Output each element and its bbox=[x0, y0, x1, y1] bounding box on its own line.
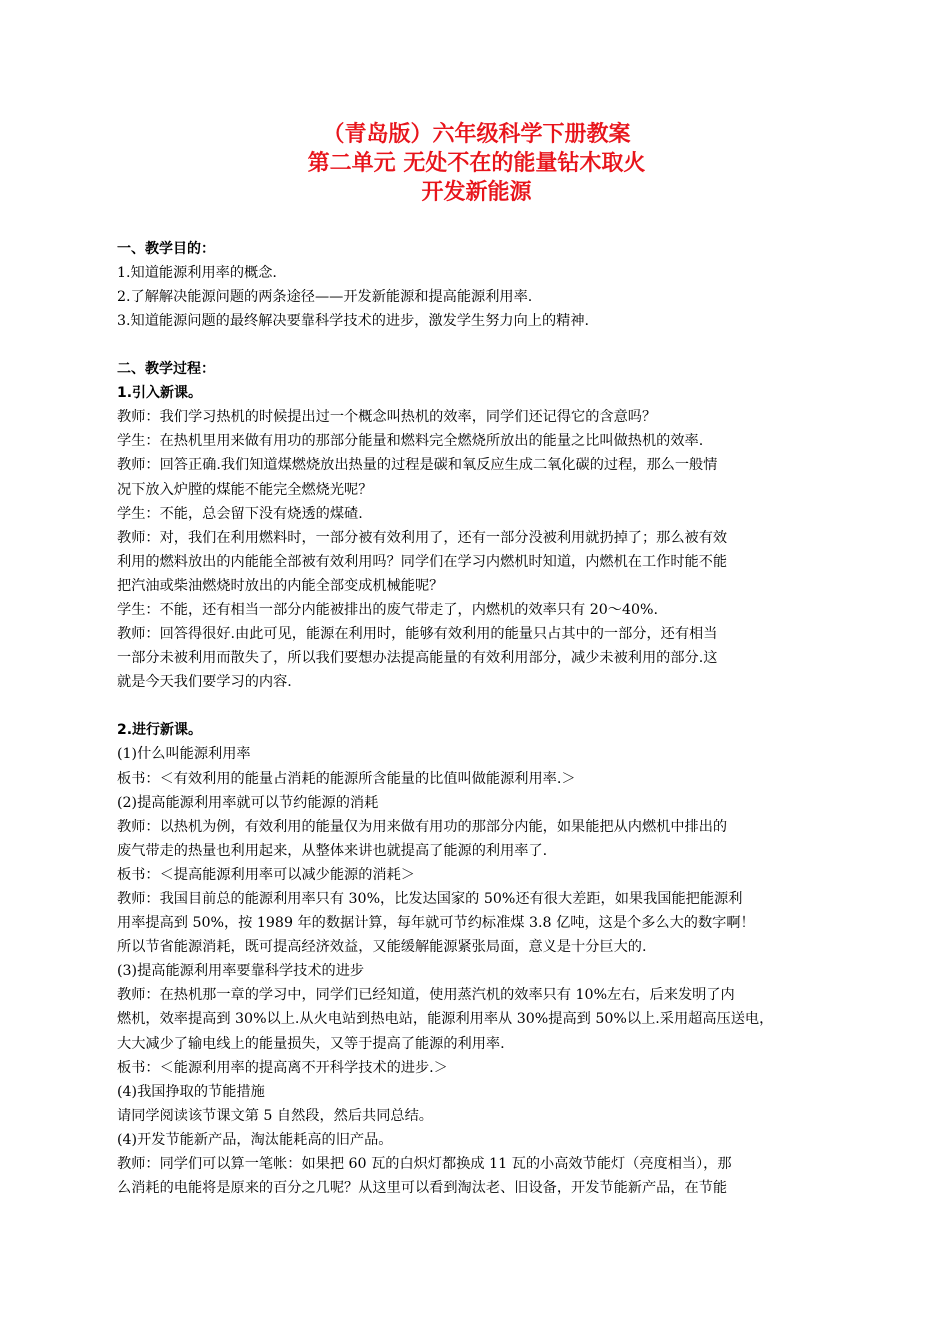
paragraph-line: 1.知道能源利用率的概念. bbox=[117, 265, 277, 281]
paragraph-line: 请同学阅读该节课文第 5 自然段，然后共同总结。 bbox=[117, 1107, 433, 1124]
paragraph-line: 学生：在热机里用来做有用功的那部分能量和燃料完全燃烧所放出的能量之比叫做热机的效率. bbox=[117, 433, 704, 450]
paragraph-line: 一部分未被利用而散失了，所以我们要想办法提高能量的有效利用部分，减少未被利用的部分.这 bbox=[117, 650, 718, 667]
paragraph-line: 板书：＜提高能源利用率可以减少能源的消耗＞ bbox=[117, 866, 415, 883]
title-line-2: 第二单元 无处不在的能量钻木取火 bbox=[307, 151, 646, 176]
paragraph-line: 就是今天我们要学习的内容. bbox=[117, 674, 292, 691]
paragraph-line: 燃机，效率提高到 30%以上.从火电站到热电站，能源利用率从 30%提高到 50%以上.采用超高压送电， bbox=[117, 1011, 774, 1028]
paragraph-line: 教师：以热机为例，有效利用的能量仅为用来做有用功的那部分内能，如果能把从内燃机中排出的 bbox=[117, 818, 728, 835]
paragraph-line: 教师：我国目前总的能源利用率只有 30%，比发达国家的 50%还有很大差距，如果我国能把能源利 bbox=[117, 890, 743, 907]
paragraph-line: 教师：回答得很好.由此可见，能源在利用时，能够有效利用的能量只占其中的一部分，还有相当 bbox=[117, 626, 718, 643]
section-objectives bbox=[117, 237, 836, 333]
document-title bbox=[117, 120, 836, 207]
paragraph-line: (3)提高能源利用率要靠科学技术的进步 bbox=[117, 963, 365, 980]
paragraph-line: (1)什么叫能源利用率 bbox=[117, 746, 251, 763]
paragraph-line: 教师：在热机那一章的学习中，同学们已经知道，使用蒸汽机的效率只有 10%左右，后来发明了内 bbox=[117, 987, 735, 1004]
section-process bbox=[117, 357, 836, 1200]
paragraph-line: 板书：＜有效利用的能量占消耗的能源所含能量的比值叫做能源利用率.＞ bbox=[117, 770, 576, 787]
paragraph-line: 学生：不能，总会留下没有烧透的煤碴. bbox=[117, 505, 363, 522]
section-heading: 一、教学目的： bbox=[117, 241, 215, 257]
paragraph-line: 教师：同学们可以算一笔帐：如果把 60 瓦的白炽灯都换成 11 瓦的小高效节能灯（亮度相当），那 bbox=[117, 1156, 732, 1172]
subsection-heading: 2.进行新课。 bbox=[117, 722, 203, 739]
paragraph-line: 把汽油或柴油燃烧时放出的内能全部变成机械能呢？ bbox=[117, 577, 444, 594]
paragraph-line: 用率提高到 50%，按 1989 年的数据计算，每年就可节约标准煤 3.8 亿吨，这是个多么大的数字啊！ bbox=[117, 915, 755, 932]
paragraph-line: 3.知道能源问题的最终解决要靠科学技术的进步，激发学生努力向上的精神. bbox=[117, 313, 590, 330]
paragraph-line: 2.了解解决能源问题的两条途径——开发新能源和提高能源利用率. bbox=[117, 289, 533, 306]
section-heading: 二、教学过程： bbox=[117, 361, 215, 378]
title-line-1: （青岛版）六年级科学下册教案 bbox=[322, 122, 631, 147]
paragraph-line: 所以节省能源消耗，既可提高经济效益，又能缓解能源紧张局面，意义是十分巨大的. bbox=[117, 939, 647, 956]
paragraph-line: (4)我国挣取的节能措施 bbox=[117, 1083, 265, 1100]
paragraph-line: 板书：＜能源利用率的提高离不开科学技术的进步.＞ bbox=[117, 1059, 448, 1076]
paragraph-line: 教师：回答正确.我们知道煤燃烧放出热量的过程是碳和氧反应生成二氧化碳的过程，那么一般情 bbox=[117, 457, 718, 474]
paragraph-line: 利用的燃料放出的内能能全部被有效利用吗？同学们在学习内燃机时知道，内燃机在工作时能不能 bbox=[117, 553, 728, 570]
paragraph-line: 学生：不能，还有相当一部分内能被排出的废气带走了，内燃机的效率只有 20～40%. bbox=[117, 602, 658, 619]
paragraph-line: 废气带走的热量也利用起来，从整体来讲也就提高了能源的利用率了. bbox=[117, 842, 548, 859]
paragraph-line: (2)提高能源利用率就可以节约能源的消耗 bbox=[117, 794, 379, 811]
paragraph-line: 况下放入炉膛的煤能不能完全燃烧光呢？ bbox=[117, 481, 373, 498]
paragraph-line: (4)开发节能新产品，淘汰能耗高的旧产品。 bbox=[117, 1131, 393, 1148]
paragraph-line: 么消耗的电能将是原来的百分之几呢？从这里可以看到淘汰老、旧设备，开发节能新产品，在节能 bbox=[117, 1180, 728, 1197]
paragraph-line: 教师：我们学习热机的时候提出过一个概念叫热机的效率，同学们还记得它的含意吗？ bbox=[117, 409, 657, 426]
subsection-heading: 1.引入新课。 bbox=[117, 385, 203, 402]
paragraph-line: 大大减少了输电线上的能量损失，又等于提高了能源的利用率. bbox=[117, 1035, 505, 1052]
paragraph-line: 教师：对，我们在利用燃料时，一部分被有效利用了，还有一部分没被利用就扔掉了；那么被有效 bbox=[117, 529, 728, 546]
title-line-3: 开发新能源 bbox=[421, 180, 532, 205]
